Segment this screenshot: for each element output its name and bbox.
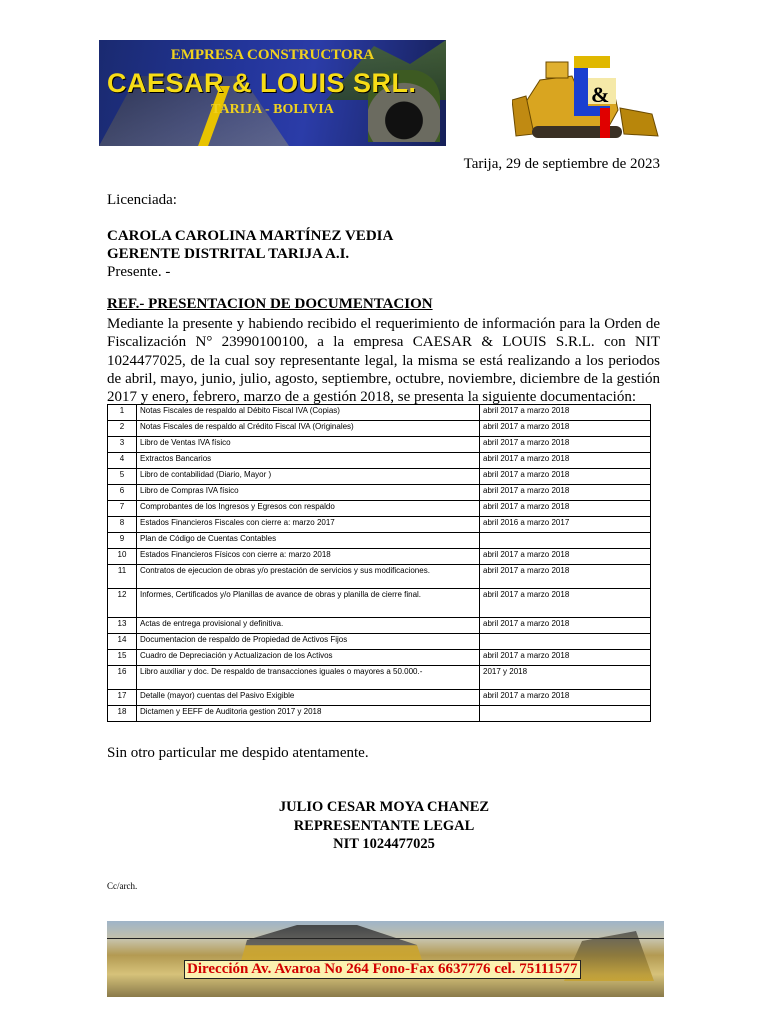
table-cell-description: Notas Fiscales de respaldo al Crédito Fiscal IVA (Originales) xyxy=(137,421,480,437)
table-row xyxy=(108,469,651,485)
table-cell-number: 11 xyxy=(108,565,137,589)
table-cell-period xyxy=(480,533,651,549)
table-row xyxy=(108,618,651,634)
logo-ampersand: & xyxy=(591,82,610,107)
table-cell-period: 2017 y 2018 xyxy=(480,666,651,690)
table-cell-number: 18 xyxy=(108,706,137,722)
signer-nit: NIT 1024477025 xyxy=(333,836,435,852)
table-cell-description: Estados Financieros Físicos con cierre a: marzo 2018 xyxy=(137,549,480,565)
table-row xyxy=(108,485,651,501)
table-cell-number: 17 xyxy=(108,690,137,706)
table-cell-number: 16 xyxy=(108,666,137,690)
table-cell-period: abril 2017 a marzo 2018 xyxy=(480,690,651,706)
letter-date: Tarija, 29 de septiembre de 2023 xyxy=(463,156,660,172)
table-cell-description: Libro auxiliar y doc. De respaldo de transacciones iguales o mayores a 50.000.- xyxy=(137,666,480,690)
table-cell-number: 8 xyxy=(108,517,137,533)
signer-title: REPRESENTANTE LEGAL xyxy=(293,818,475,834)
table-cell-period: abril 2017 a marzo 2018 xyxy=(480,453,651,469)
table-cell-description: Notas Fiscales de respaldo al Débito Fiscal IVA (Copias) xyxy=(137,405,480,421)
banner-location: TARIJA - BOLIVIA xyxy=(211,102,334,117)
table-cell-period: abril 2017 a marzo 2018 xyxy=(480,618,651,634)
table-row xyxy=(108,421,651,437)
table-row xyxy=(108,589,651,618)
table-row xyxy=(108,405,651,421)
table-cell-description: Estados Financieros Fiscales con cierre a: marzo 2017 xyxy=(137,517,480,533)
table-cell-period: abril 2017 a marzo 2018 xyxy=(480,565,651,589)
presente-line: Presente. - xyxy=(107,264,171,280)
table-cell-number: 14 xyxy=(108,634,137,650)
recipient-title: GERENTE DISTRITAL TARIJA A.I. xyxy=(107,246,350,262)
table-cell-number: 10 xyxy=(108,549,137,565)
body-paragraph: Mediante la presente y habiendo recibido el requerimiento de información para la Orden de Fiscalización N° 23990100100, a la empresa CAESAR & LOUIS S.R.L. con NIT 1024477025, de la cual soy representante legal, la misma se está realizando a los periodos de abril, mayo, junio, julio, agosto, septiembre, octubre, noviembre, diciembre de la gestión 2017 y enero, febrero, marzo de a gestión 2018, se presenta la siguiente documentación: xyxy=(107,316,660,406)
table-row xyxy=(108,437,651,453)
footer-address: Dirección Av. Avaroa No 264 Fono-Fax 6637776 cel. 75111577 xyxy=(184,960,581,979)
table-cell-period: abril 2017 a marzo 2018 xyxy=(480,589,651,618)
recipient-name: CAROLA CAROLINA MARTÍNEZ VEDIA xyxy=(107,228,394,244)
table-cell-number: 2 xyxy=(108,421,137,437)
table-cell-description: Detalle (mayor) cuentas del Pasivo Exigible xyxy=(137,690,480,706)
closing-line: Sin otro particular me despido atentamente. xyxy=(107,745,369,761)
company-logo xyxy=(512,50,662,145)
table-row xyxy=(108,706,651,722)
table-cell-period: abril 2016 a marzo 2017 xyxy=(480,517,651,533)
table-cell-description: Libro de contabilidad (Diario, Mayor ) xyxy=(137,469,480,485)
cc-archive: Cc/arch. xyxy=(107,881,138,891)
table-cell-period xyxy=(480,634,651,650)
banner-top-text: EMPRESA CONSTRUCTORA xyxy=(170,47,375,63)
table-cell-number: 13 xyxy=(108,618,137,634)
table-cell-number: 12 xyxy=(108,589,137,618)
table-cell-number: 9 xyxy=(108,533,137,549)
table-row xyxy=(108,690,651,706)
table-cell-number: 15 xyxy=(108,650,137,666)
table-cell-period: abril 2017 a marzo 2018 xyxy=(480,437,651,453)
table-row xyxy=(108,666,651,690)
table-cell-number: 7 xyxy=(108,501,137,517)
table-row xyxy=(108,650,651,666)
table-cell-description: Extractos Bancarios xyxy=(137,453,480,469)
table-cell-number: 5 xyxy=(108,469,137,485)
footer-banner xyxy=(107,921,664,997)
table-cell-description: Dictamen y EEFF de Auditoria gestion 2017 y 2018 xyxy=(137,706,480,722)
table-row xyxy=(108,533,651,549)
signer-name: JULIO CESAR MOYA CHANEZ xyxy=(278,799,490,815)
table-cell-number: 3 xyxy=(108,437,137,453)
table-cell-period: abril 2017 a marzo 2018 xyxy=(480,421,651,437)
table-cell-description: Libro de Ventas IVA físico xyxy=(137,437,480,453)
footer-divider xyxy=(107,938,664,939)
table-cell-description: Comprobantes de los Ingresos y Egresos con respaldo xyxy=(137,501,480,517)
table-row xyxy=(108,517,651,533)
table-cell-description: Actas de entrega provisional y definitiva. xyxy=(137,618,480,634)
table-cell-description: Contratos de ejecucion de obras y/o prestación de servicios y sus modificaciones. xyxy=(137,565,480,589)
table-cell-description: Documentacion de respaldo de Propiedad de Activos Fijos xyxy=(137,634,480,650)
table-cell-description: Cuadro de Depreciación y Actualizacion de los Activos xyxy=(137,650,480,666)
table-row xyxy=(108,634,651,650)
table-cell-number: 1 xyxy=(108,405,137,421)
table-cell-period: abril 2017 a marzo 2018 xyxy=(480,469,651,485)
table-cell-number: 4 xyxy=(108,453,137,469)
documents-table xyxy=(107,404,651,722)
salutation: Licenciada: xyxy=(107,192,177,208)
table-cell-period xyxy=(480,706,651,722)
reference-line: REF.- PRESENTACION DE DOCUMENTACION xyxy=(107,296,433,312)
table-cell-description: Libro de Compras IVA físico xyxy=(137,485,480,501)
table-cell-number: 6 xyxy=(108,485,137,501)
table-row xyxy=(108,501,651,517)
table-cell-period: abril 2017 a marzo 2018 xyxy=(480,405,651,421)
table-row xyxy=(108,565,651,589)
table-cell-period: abril 2017 a marzo 2018 xyxy=(480,650,651,666)
table-cell-description: Informes, Certificados y/o Planillas de avance de obras y planilla de cierre final. xyxy=(137,589,480,618)
table-row xyxy=(108,453,651,469)
banner-company-name: CAESAR & LOUIS SRL. xyxy=(107,68,417,98)
company-banner xyxy=(99,40,446,146)
table-cell-description: Plan de Código de Cuentas Contables xyxy=(137,533,480,549)
table-cell-period: abril 2017 a marzo 2018 xyxy=(480,485,651,501)
table-cell-period: abril 2017 a marzo 2018 xyxy=(480,549,651,565)
table-cell-period: abril 2017 a marzo 2018 xyxy=(480,501,651,517)
table-row xyxy=(108,549,651,565)
